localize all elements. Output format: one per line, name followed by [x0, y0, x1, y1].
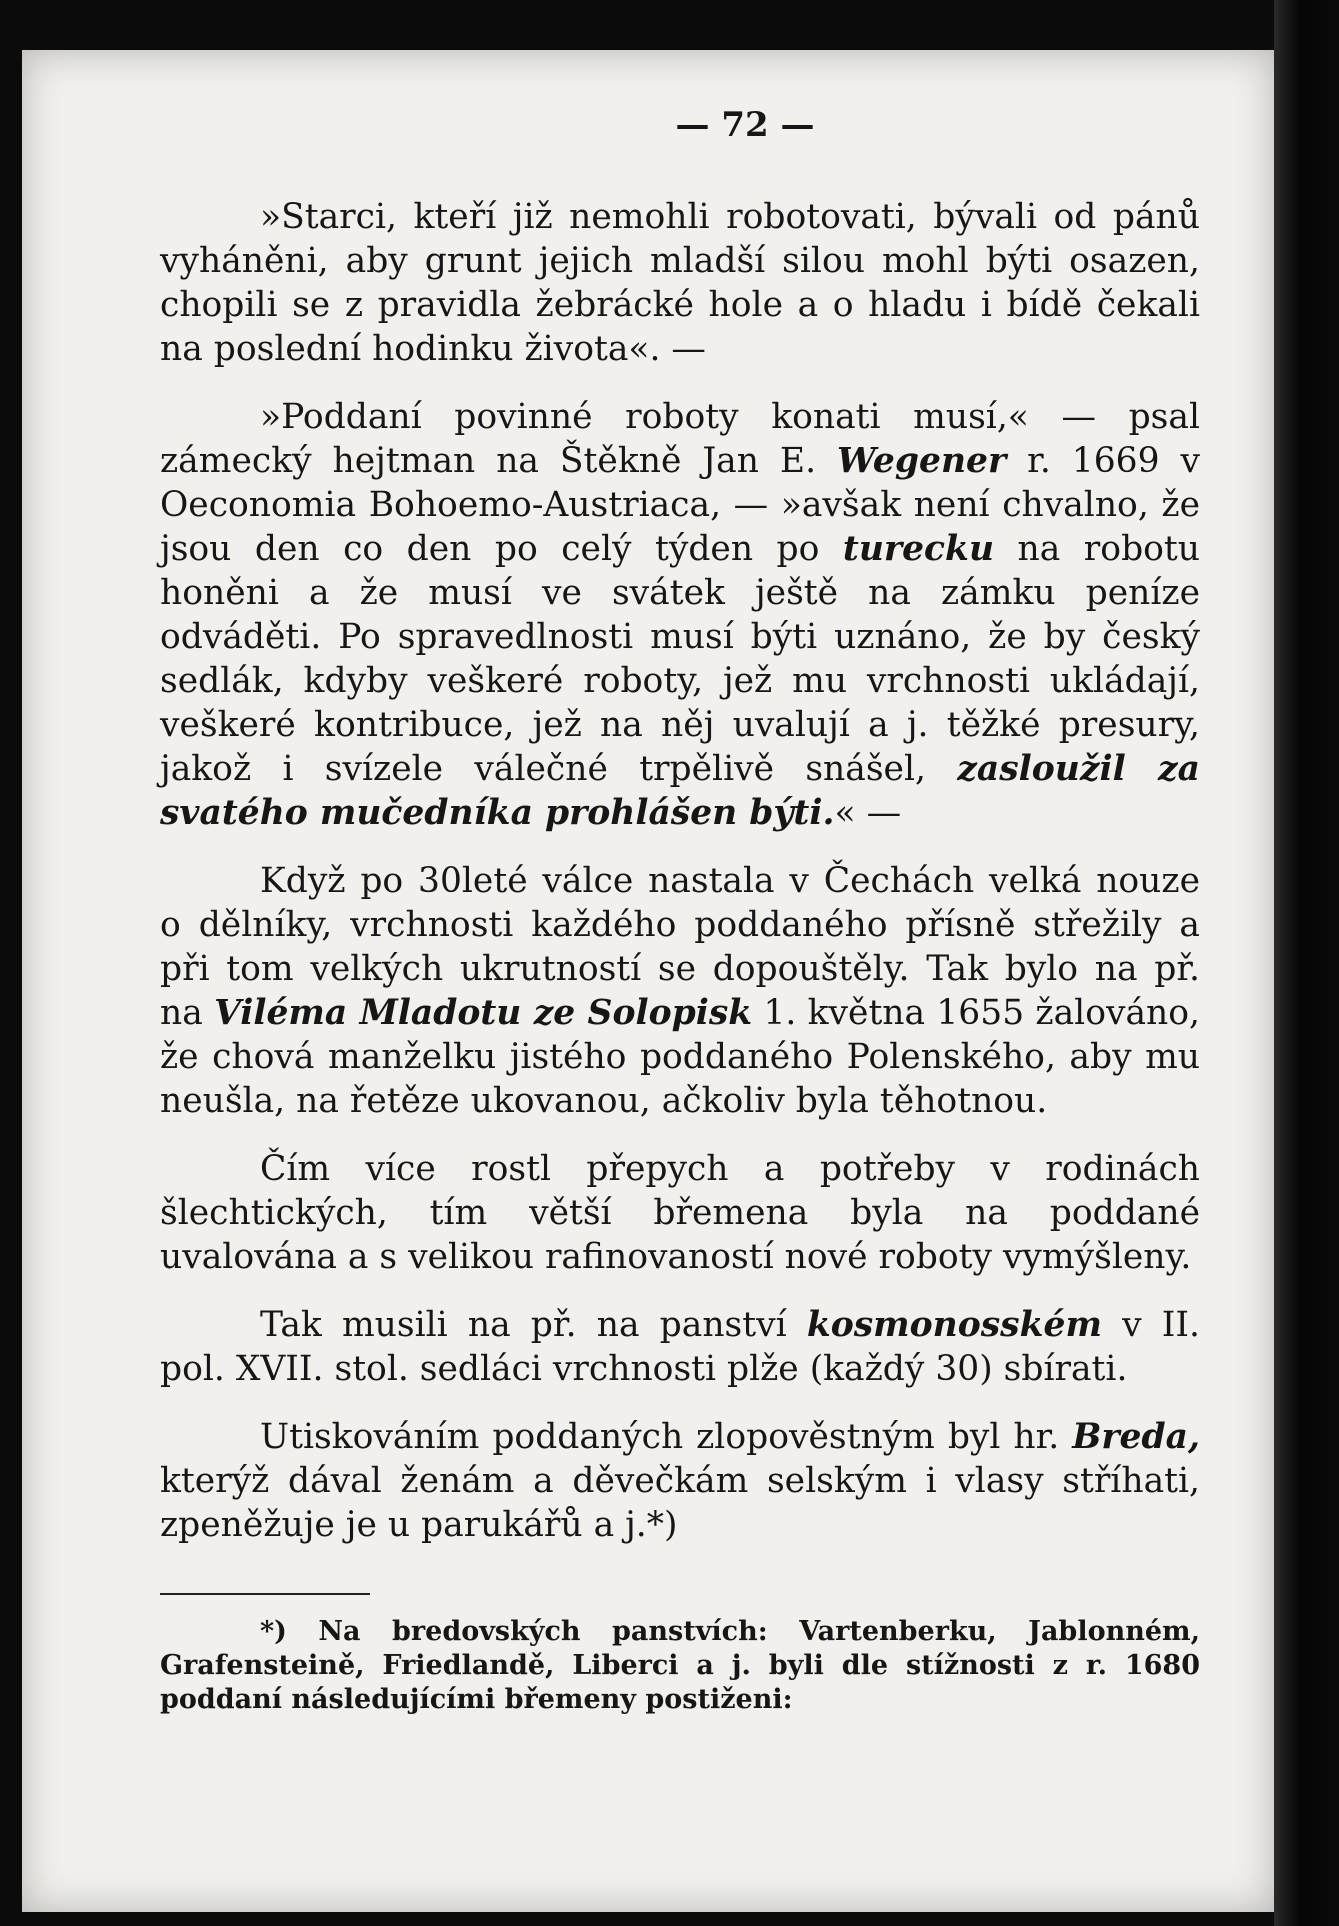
- page-edge: [1274, 0, 1339, 1926]
- emphasis-mladota: Viléma Mladotu ze Solopisk: [214, 993, 753, 1033]
- paragraph-2-text-a: »Poddaní povinné roboty konati musí,« — psal zámecký hejtman na Štěkně Jan E.: [160, 397, 1200, 481]
- paragraph-6-text-c: kterýž dával ženám a děvečkám selským i vlasy stříhati, zpeněžuje je u parukářů a j.*): [160, 1461, 1200, 1545]
- paragraph-2: [160, 395, 1200, 835]
- paragraph-2-text-g: « —: [834, 793, 902, 833]
- emphasis-mucednika: zasloužil za svatého mučedníka prohlášen býti.: [160, 749, 1200, 833]
- emphasis-breda: Breda,: [1072, 1417, 1200, 1457]
- paragraph-1: »Starci, kteří již nemohli robotovati, bývali od pánů vyháněni, aby grunt jejich mladší silou mohl býti osazen, chopili se z pravidla žebrácké hole a o hladu i bídě čekali na poslední hodinku života«. —: [160, 197, 1200, 369]
- paragraph-5-text-a: Tak musili na př. na panství: [260, 1305, 787, 1345]
- paragraph-5: [160, 1303, 1200, 1391]
- paragraph-4: Čím více rostl přepych a potřeby v rodinách šlechtických, tím větší břemena byla na poddané uvalována a s velikou rafinovaností nové roboty vymýšleny.: [160, 1149, 1200, 1277]
- footnote-divider: [160, 1593, 370, 1595]
- paragraph-6: [160, 1415, 1200, 1547]
- footnote: [160, 1615, 1200, 1717]
- paragraph-3-text-c: 1. května 1655 žalováno, že chová manželku jistého poddaného Polenského, aby mu neušla, na řetěze ukovanou, ačkoliv byla těhotnou.: [160, 993, 1200, 1121]
- paragraph-6-text-a: Utiskováním poddaných zlopověstným byl hr.: [260, 1417, 1060, 1457]
- footnote-text: *) Na bredovských panstvích: Vartenberku, Jablonném, Grafensteině, Friedlandě, Liberci a j. byli dle stížnosti z r. 1680 poddaní následujícími břemeny postiženi:: [160, 1616, 1200, 1715]
- paragraph-2-text-e: na robotu honěni a že musí ve svátek ještě na zámku peníze odváděti. Po spravedlnosti musí býti uznáno, že by český sedlák, kdyby veškeré roboty, jež mu vrchnosti ukládají, veškeré kontribuce, jež na něj uvalují a j. těžké presury, jakož i svízele válečné trpělivě snášel,: [160, 529, 1201, 789]
- emphasis-turecku: turecku: [842, 529, 995, 569]
- page-number: — 72 —: [675, 105, 815, 145]
- paragraph-3-text-a: Když po 30leté válce nastala v Čechách velká nouze o dělníky, vrchnosti každého poddaného přísně střežily a při tom velkých ukrutností se dopouštěly. Tak bylo na př. na: [160, 861, 1200, 1033]
- paragraph-5-text-c: v II. pol. XVII. stol. sedláci vrchnosti plže (každý 30) sbírati.: [160, 1305, 1201, 1389]
- paragraph-3: [160, 859, 1200, 1123]
- paragraph-2-text-c: r. 1669 v Oeconomia Bohoemo-Austriaca, — »avšak není chvalno, že jsou den co den po celý týden po: [160, 441, 1200, 569]
- emphasis-kosmonosskem: kosmonosském: [806, 1305, 1102, 1345]
- emphasis-wegener: Wegener: [837, 441, 1007, 481]
- page-content: [160, 105, 1200, 1717]
